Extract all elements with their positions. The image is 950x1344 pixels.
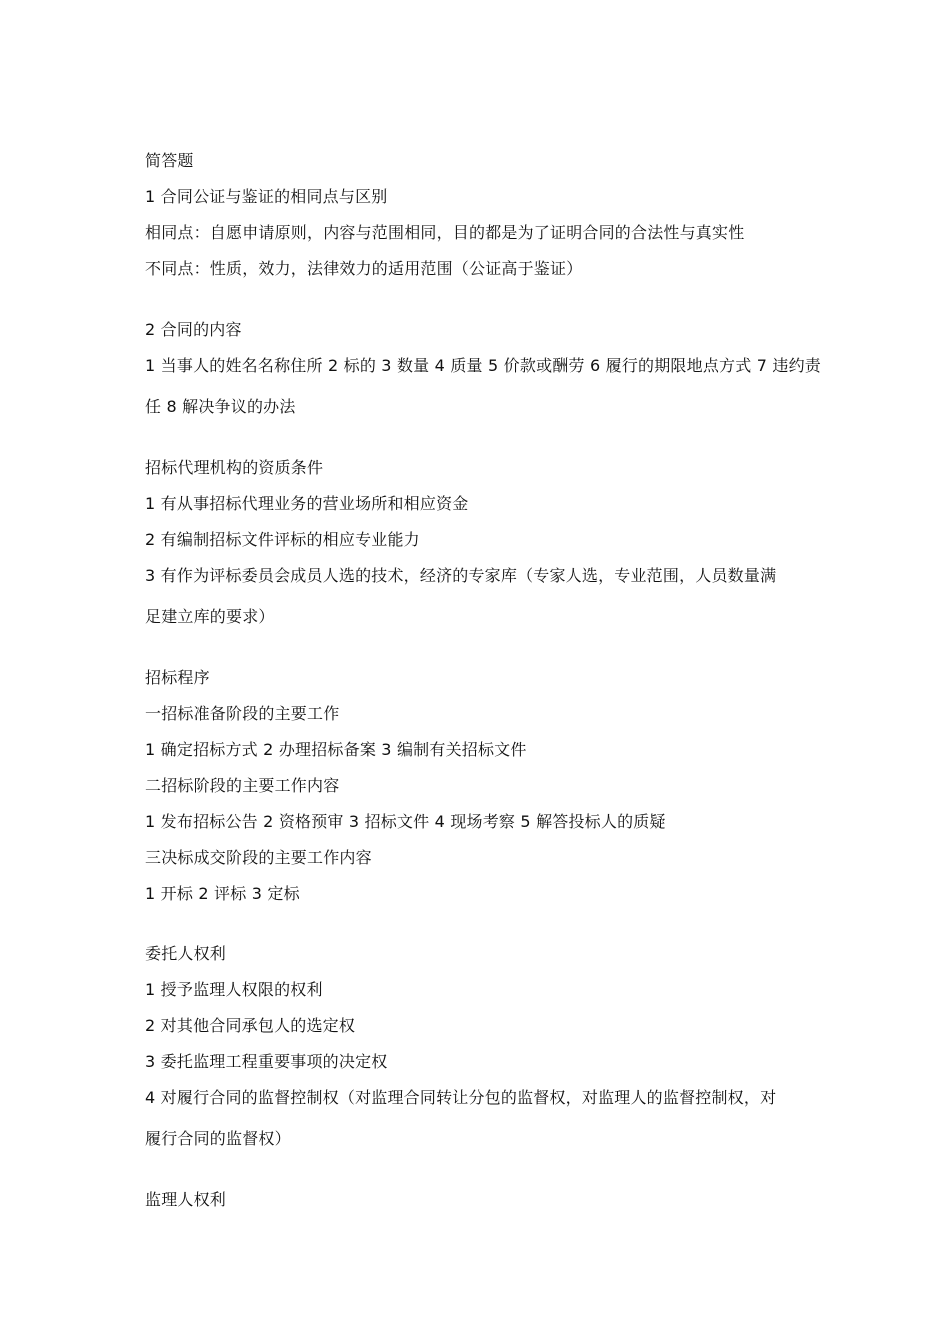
text-line: 3 委托监理工程重要事项的决定权 <box>145 1052 388 1071</box>
text-line: 2 对其他合同承包人的选定权 <box>145 1016 356 1035</box>
text-line: 履行合同的监督权） <box>145 1129 291 1148</box>
text-line: 2 有编制招标文件评标的相应专业能力 <box>145 530 420 549</box>
question-heading: 1 合同公证与鉴证的相同点与区别 <box>145 187 388 206</box>
subsection-heading: 二招标阶段的主要工作内容 <box>145 776 340 795</box>
text-line: 4 对履行合同的监督控制权（对监理合同转让分包的监督权，对监理人的监督控制权，对 <box>145 1088 777 1107</box>
text-line: 1 授予监理人权限的权利 <box>145 980 323 999</box>
section-heading: 招标代理机构的资质条件 <box>145 458 324 477</box>
section-heading: 监理人权利 <box>145 1190 227 1209</box>
section-heading-short-answer: 简答题 <box>145 151 194 170</box>
text-line: 1 当事人的姓名名称住所 2 标的 3 数量 4 质量 5 价款或酬劳 6 履行的期限地点方式 7 违约责 <box>145 356 821 375</box>
text-line: 1 有从事招标代理业务的营业场所和相应资金 <box>145 494 469 513</box>
text-line: 任 8 解决争议的办法 <box>145 397 296 416</box>
question-heading: 2 合同的内容 <box>145 320 242 339</box>
section-heading: 委托人权利 <box>145 944 227 963</box>
subsection-heading: 一招标准备阶段的主要工作 <box>145 704 340 723</box>
text-line: 足建立库的要求） <box>145 607 275 626</box>
text-line: 相同点：自愿申请原则，内容与范围相同，目的都是为了证明合同的合法性与真实性 <box>145 223 745 242</box>
text-line: 1 开标 2 评标 3 定标 <box>145 884 300 903</box>
text-line: 3 有作为评标委员会成员人选的技术，经济的专家库（专家人选，专业范围，人员数量满 <box>145 566 777 585</box>
subsection-heading: 三决标成交阶段的主要工作内容 <box>145 848 372 867</box>
text-line: 1 发布招标公告 2 资格预审 3 招标文件 4 现场考察 5 解答投标人的质疑 <box>145 812 666 831</box>
text-line: 不同点：性质，效力，法律效力的适用范围（公证高于鉴证） <box>145 259 583 278</box>
text-line: 1 确定招标方式 2 办理招标备案 3 编制有关招标文件 <box>145 740 527 759</box>
section-heading: 招标程序 <box>145 668 210 687</box>
